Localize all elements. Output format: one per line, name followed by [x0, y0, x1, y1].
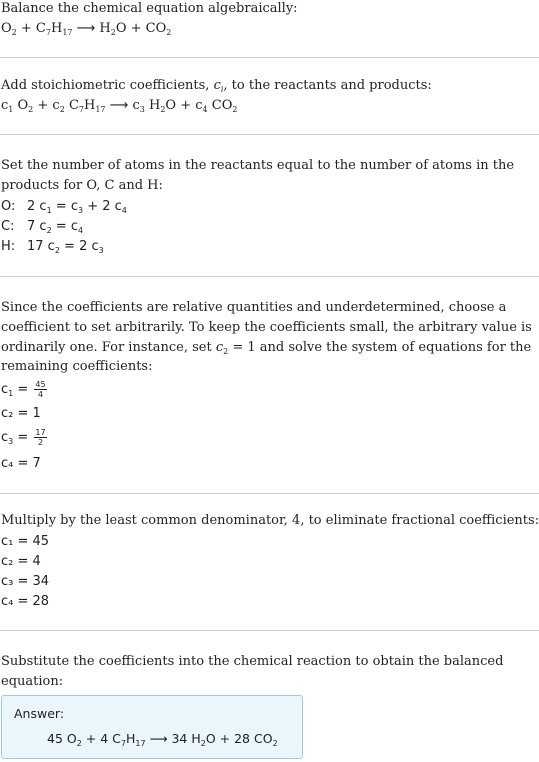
fraction: $\frac{17}{2}$ — [35, 428, 46, 447]
step2-equation: $c_1$ $O_2 + c_2$ $C_7H_{17}$ ⟶ $c_3$ $H_2O + c_4$ $CO_2$ — [1, 98, 238, 114]
final-coef: c₄ = 28 — [1, 594, 50, 609]
final-coef: c₃ = 34 — [1, 574, 50, 589]
atom-row-o: O: 2 $c_1 = c_3 + 2$ $c_4$ — [1, 199, 127, 215]
step4-line4: remaining coefficients: — [1, 359, 153, 374]
divider — [0, 630, 539, 631]
coef-c1: $c_1$ = $\frac{45}{4}$ — [1, 380, 46, 399]
step1-equation: $O_2 + C_7H_{17}$ ⟶ $H_2O + CO_2$ — [1, 21, 172, 37]
step3-intro-line1: Set the number of atoms in the reactants equal to the number of atoms in the — [1, 158, 515, 173]
step3-intro-line2: products for O, C and H: — [1, 178, 163, 193]
step2-intro: Add stoichiometric coefficients, $c_i$, to the reactants and products: — [1, 78, 432, 94]
final-coef: c₁ = 45 — [1, 534, 50, 549]
step6-line1: Substitute the coefficients into the chemical reaction to obtain the balanced — [1, 654, 504, 669]
divider — [0, 493, 539, 494]
step5-intro: Multiply by the least common denominator, 4, to eliminate fractional coefficients: — [1, 513, 539, 528]
atom-row-c: C: 7 $c_2 = c_4$ — [1, 219, 84, 235]
divider — [0, 134, 539, 135]
divider — [0, 276, 539, 277]
element-label: H: — [1, 239, 16, 254]
divider — [0, 57, 539, 58]
step4-line2: coefficient to set arbitrarily. To keep the coefficients small, the arbitrary value is — [1, 320, 532, 335]
coef-c2: c₂ = 1 — [1, 406, 41, 421]
fraction: $\frac{45}{4}$ — [35, 380, 46, 399]
final-coef: c₂ = 4 — [1, 554, 41, 569]
answer-box — [1, 695, 303, 759]
step4-line1: Since the coefficients are relative quantities and underdetermined, choose a — [1, 300, 507, 315]
coef-c3: $c_3$ = $\frac{17}{2}$ — [1, 428, 46, 447]
atom-row-h: H: 17 $c_2 = 2$ $c_3$ — [1, 239, 104, 255]
coef-c4: c₄ = 7 — [1, 456, 41, 471]
answer-equation: 45 $O_2 + 4$ $C_7H_{17}$ ⟶ 34 $H_2O + 28$ $CO_2$ — [47, 731, 278, 748]
answer-label: Answer: — [14, 706, 65, 721]
step6-line2: equation: — [1, 674, 64, 689]
element-label: O: — [1, 199, 16, 214]
element-label: C: — [1, 219, 15, 234]
step4-line3: ordinarily one. For instance, set $c_2 = 1$ and solve the system of equations for the — [1, 340, 532, 356]
step1-intro: Balance the chemical equation algebraically: — [1, 1, 298, 16]
